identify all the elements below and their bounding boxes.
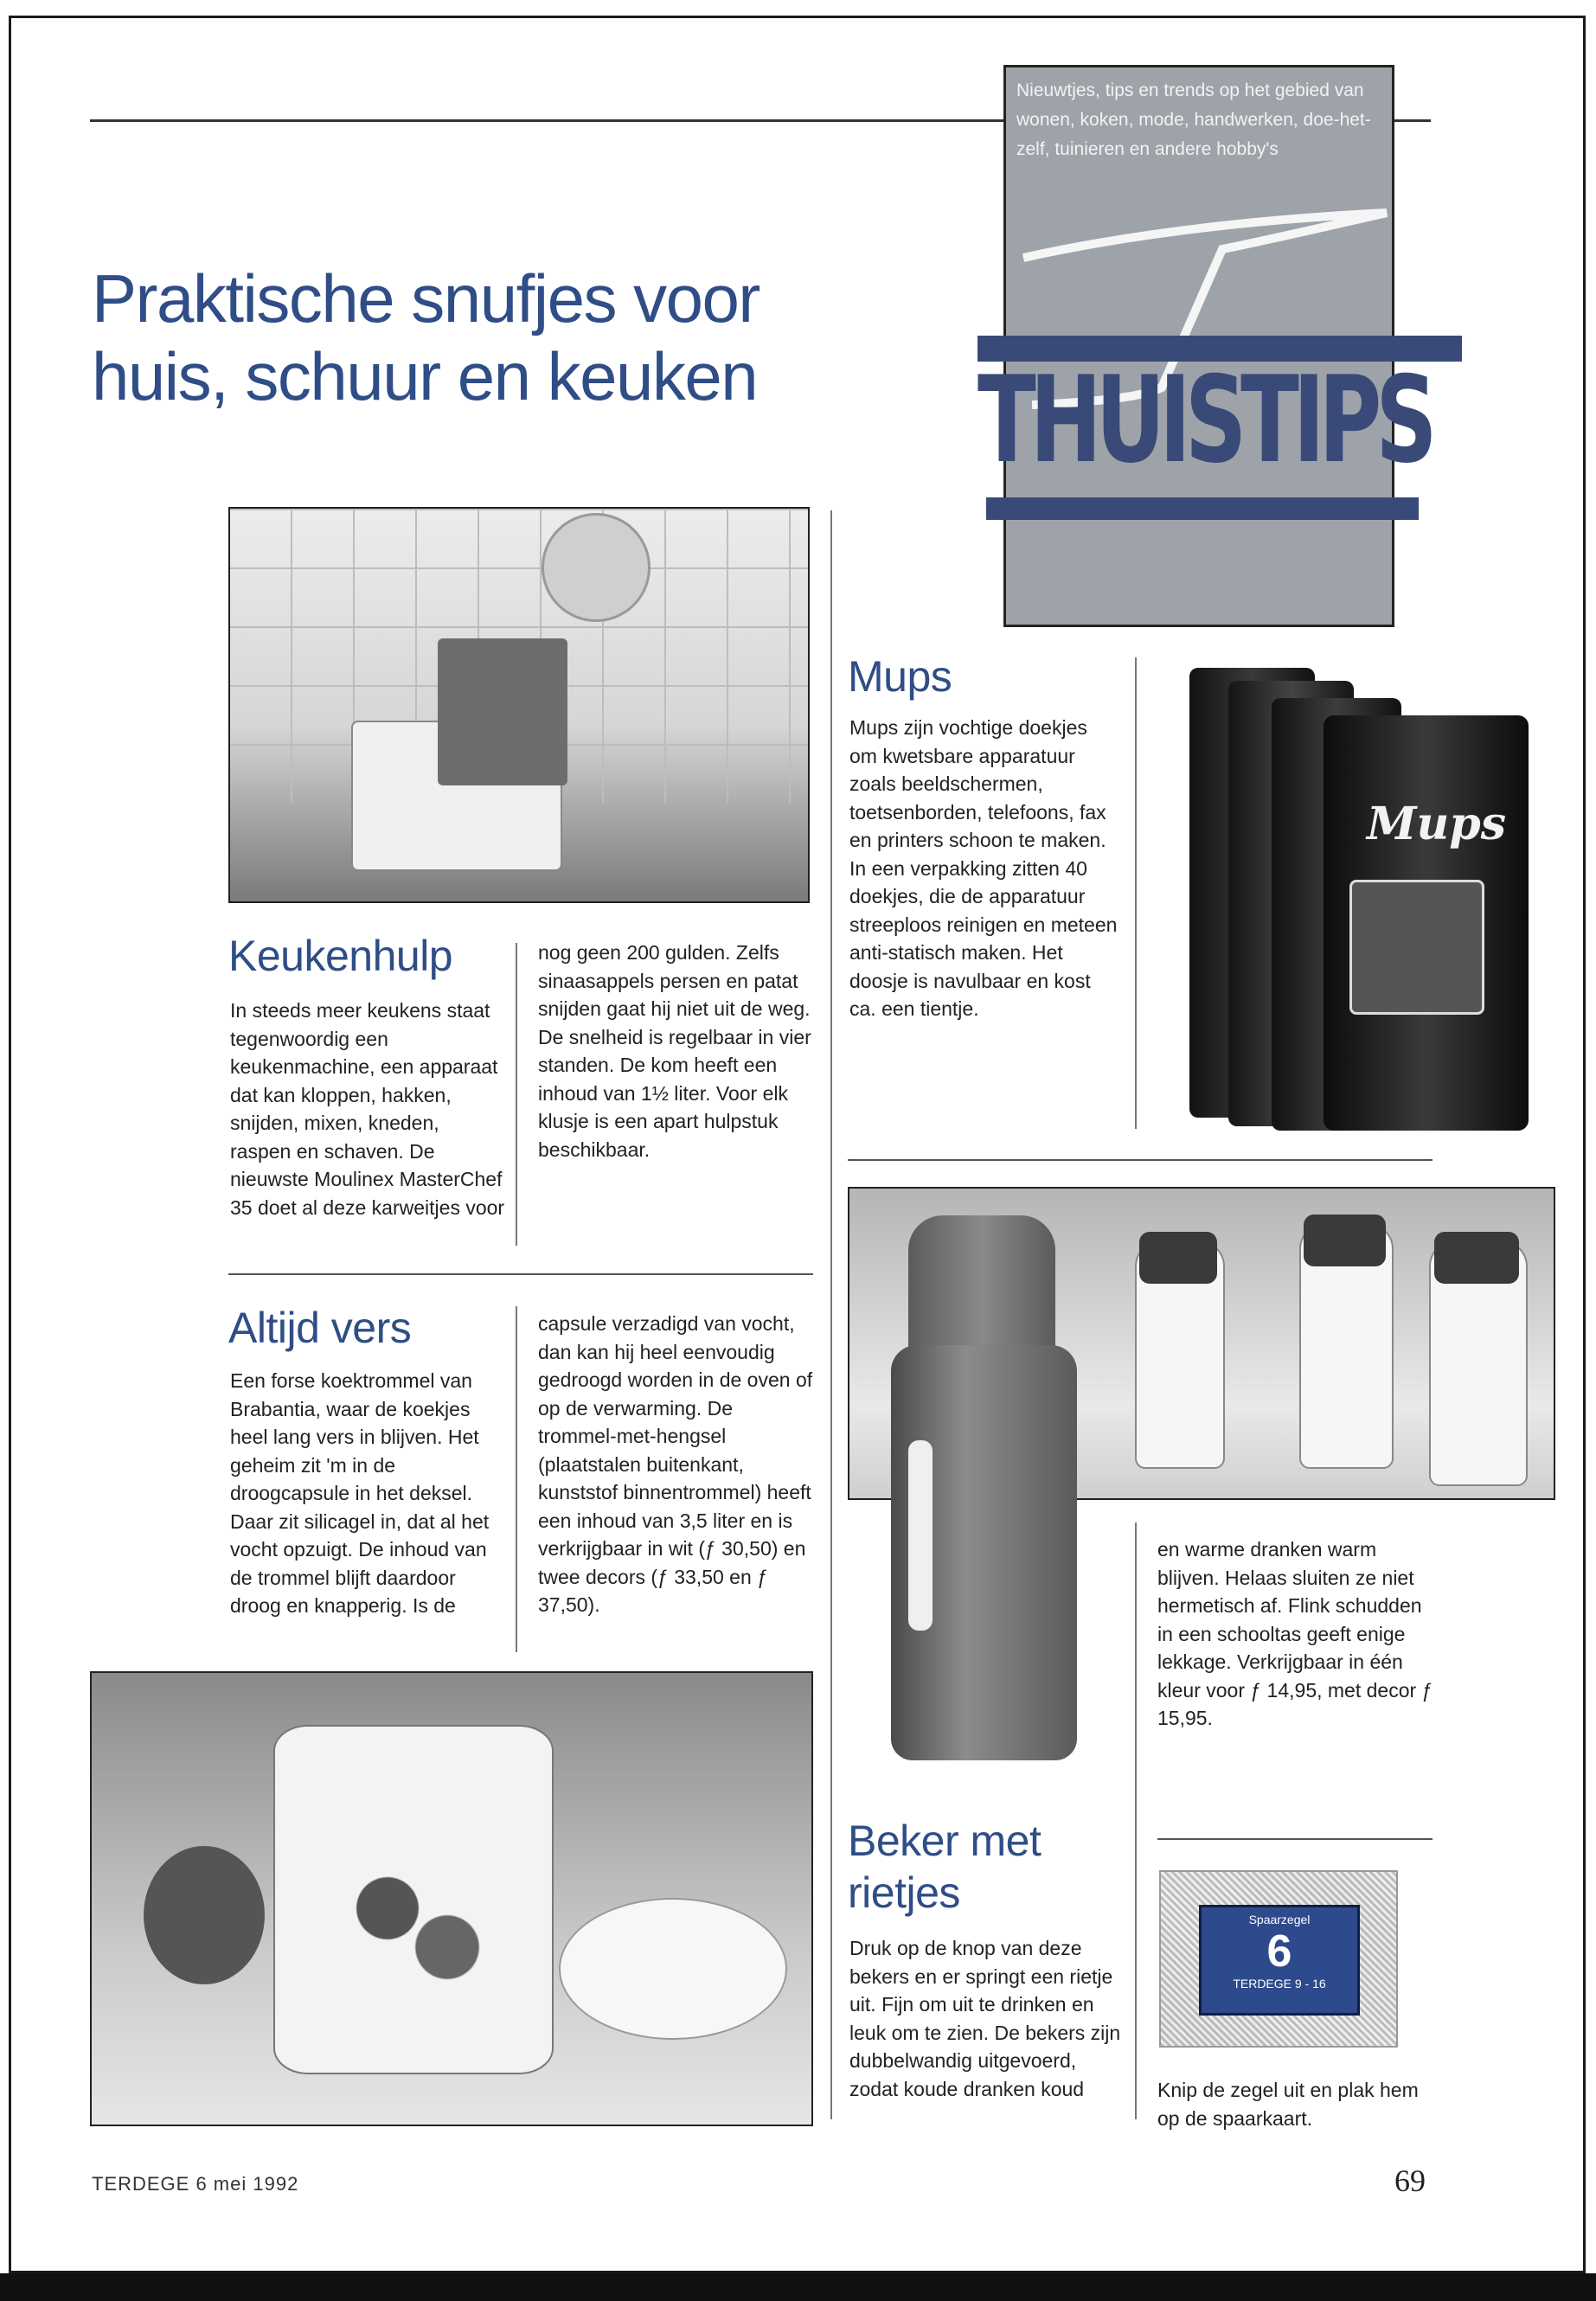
beker-col-divider (1135, 1522, 1137, 2119)
bottle-cap-3 (1434, 1232, 1519, 1284)
keukenhulp-text-col1: In steeds meer keukens staat tegenwoordig een keukenmachine, een apparaat dat kan kloppen, hakken, snijden, mixen, kneden, raspen en schaven. De nieuwste Moulinex MasterChef 35 doet al deze karweitjes voor (230, 999, 505, 1219)
keukenhulp-col-divider (516, 943, 517, 1246)
altijd-vers-text-col1: Een forse koektrommel van Brabantia, waar de koekjes heel lang vers in blijven. Het geheim zit 'm in de droogcapsule in het deksel. Daar zit silicagel in, dat al het vocht opzuigt. De inhoud van de trommel blijft daardoor droog en knapperig. Is de (230, 1369, 490, 1617)
altijd-vers-text-col2: capsule verzadigd van vocht, dan kan hij heel eenvoudig gedroogd worden in de oven of op de verwarming. De trommel-met-hengsel (plaatstalen buitenkant, kunststof binnentrommel) heeft een inhoud van 3,5 liter en is verkrijgbaar in wit (ƒ 30,50) en twee decors (ƒ 33,50 en ƒ 37,50). (538, 1312, 813, 1616)
fruit (144, 1846, 265, 1984)
page-title-line-2: huis, schuur en keuken (92, 338, 758, 414)
mups-brand-logo: Mups (1367, 798, 1507, 850)
stamp-label: Spaarzegel (1248, 1913, 1311, 1926)
food-processor-photo (228, 507, 810, 903)
tin-flower-decor (308, 1846, 507, 2002)
beker-title-line-2: rietjes (848, 1868, 960, 1917)
savings-stamp-inner (1199, 1905, 1360, 2016)
mups-text: Mups zijn vochtige doekjes om kwetsbare apparatuur zoals beeldschermen, toetsenborden, telefoons, fax en printers schoon te maken. In een verpakking zitten 40 doekjes, die de apparatuur streeploos reinigen en meteen anti-statisch maken. Het doosje is navulbaar en kost ca. een tientje. (849, 716, 1118, 1020)
page-number: 69 (1394, 2163, 1426, 2198)
section-rule-1 (228, 1273, 813, 1275)
section-rule-2 (848, 1159, 1433, 1161)
thuistips-bar-bottom (986, 497, 1419, 520)
stamp-caption: Knip de zegel uit en plak hem op de spaarkaart. (1157, 2079, 1419, 2130)
mups-title: Mups (848, 652, 952, 701)
column-divider (830, 510, 832, 2119)
keukenhulp-title: Keukenhulp (228, 932, 453, 980)
mups-col-divider (1135, 657, 1137, 1129)
page-title (92, 260, 957, 415)
thuistips-tagline: Nieuwtjes, tips en trends op het gebied van wonen, koken, mode, handwerken, doe-het-zelf, tuinieren en andere hobby's (1016, 80, 1371, 159)
altijd-vers-title: Altijd vers (228, 1304, 412, 1352)
cutout-bottle-strap (908, 1440, 933, 1631)
mups-box-front (1324, 715, 1529, 1131)
beker-text-col2: en warme dranken warm blijven. Helaas sluiten ze niet hermetisch af. Flink schudden in een schooltas geeft enige lekkage. Verkrijgbaar in één kleur voor ƒ 14,95, met decor ƒ 15,95. (1157, 1538, 1433, 1729)
bottle-cap-1 (1139, 1232, 1217, 1284)
beker-title (848, 1815, 1041, 1919)
stamp-number: 6 (1266, 1926, 1292, 1977)
savings-stamp (1159, 1870, 1398, 2048)
mups-packaging-photo (1189, 668, 1529, 1131)
mups-wipe-graphic (1349, 880, 1484, 1015)
tin-lid (559, 1898, 787, 2040)
food-processor-bowl (438, 638, 567, 785)
beker-title-line-1: Beker met (848, 1817, 1042, 1865)
keukenhulp-text-col2: nog geen 200 gulden. Zelfs sinaasappels persen en patat snijden gaat hij niet uit de weg. De snelheid is regelbaar in vier standen. De kom heeft een inhoud van 1½ liter. Voor elk klusje is een apart hulpstuk beschikbaar. (538, 941, 811, 1161)
wall-fan (542, 513, 651, 622)
altijd-vers-col-divider (516, 1306, 517, 1652)
beker-text-col1: Druk op de knop van deze bekers en er springt een rietje uit. Fijn om uit te drinken en leuk om te zien. De bekers zijn dubbelwandig uitgevoerd, zodat koude dranken koud (849, 1937, 1121, 2100)
page-title-line-1: Praktische snufjes voor (92, 260, 760, 336)
cutout-bottle (874, 1215, 1094, 1760)
scan-edge (0, 2273, 1596, 2301)
footer-publication: TERDEGE 6 mei 1992 (92, 2173, 299, 2195)
bottle-cap-2 (1304, 1215, 1386, 1266)
stamp-edition: TERDEGE 9 - 16 (1233, 1977, 1326, 1990)
cookie-tin-photo (90, 1671, 813, 2126)
thuistips-logo: THUISTIPS (977, 350, 1432, 490)
section-rule-3 (1157, 1838, 1433, 1840)
cutout-bottle-cap (908, 1215, 1055, 1354)
